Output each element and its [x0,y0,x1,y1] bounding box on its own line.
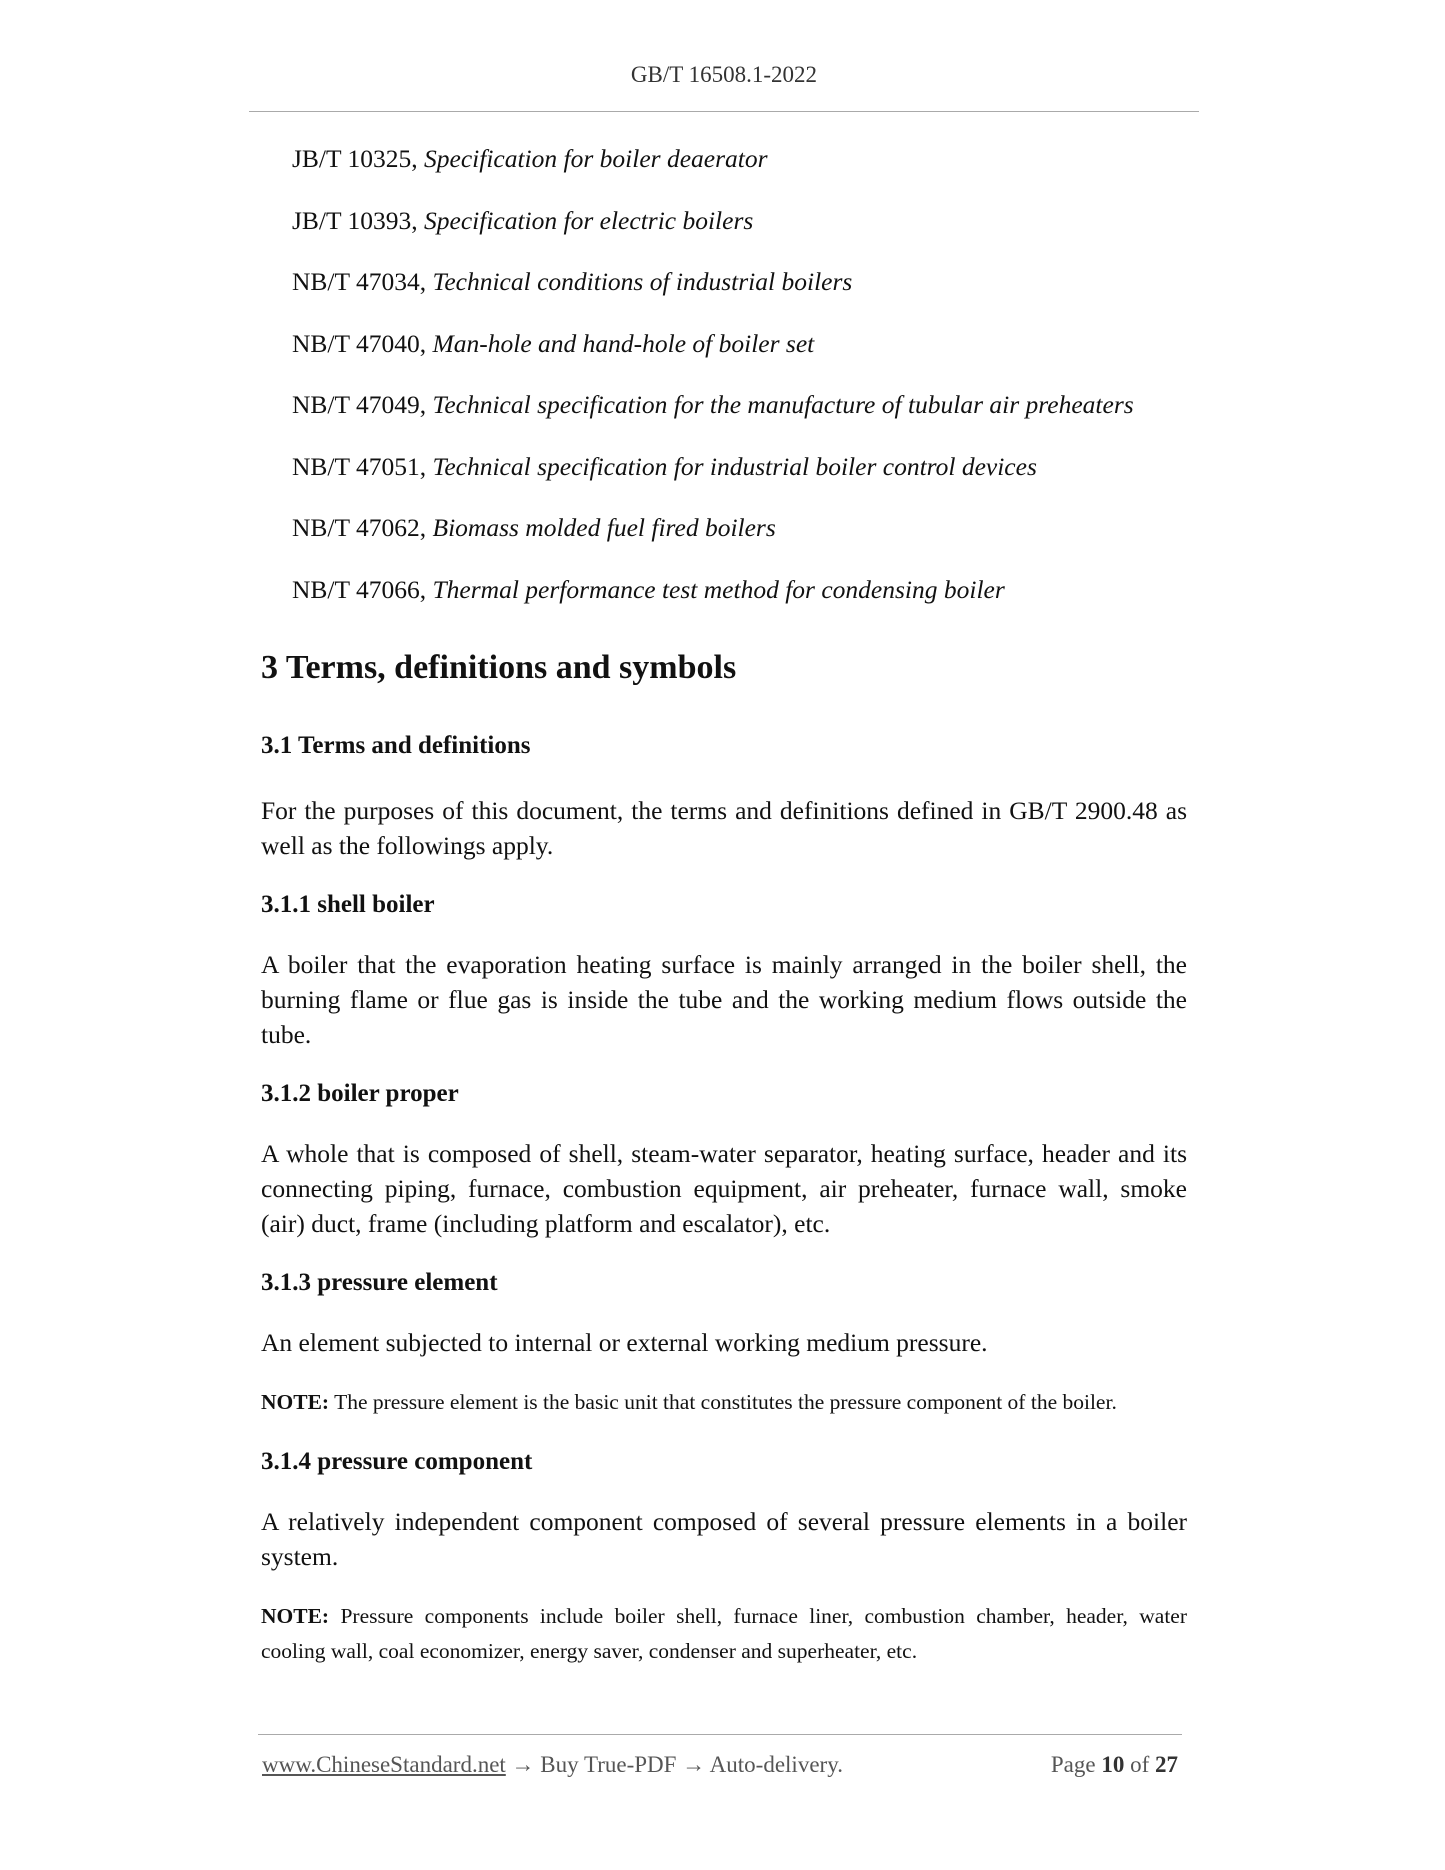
site-link[interactable]: www.ChineseStandard.net [262,1752,506,1777]
document-header: GB/T 16508.1-2022 [630,62,818,87]
reference-title: Thermal performance test method for condensing boiler [432,574,1005,604]
reference-item [292,327,1134,389]
reference-item [292,511,1134,573]
reference-title: Technical specification for industrial boiler control devices [432,451,1037,481]
buy-text: Buy True-PDF [540,1752,677,1777]
normative-references-list [292,142,1134,634]
page-label: Page [1050,1752,1096,1777]
note-text: The pressure element is the basic unit that constitutes the pressure component of the boiler. [329,1390,1117,1414]
page-indicator [1051,1752,1178,1778]
page-number: 10 [1101,1752,1125,1777]
subsection-title: 3.1 Terms and definitions [261,732,531,759]
reference-item [292,450,1134,512]
section-body [261,645,1187,1694]
reference-item [292,142,1134,204]
term-heading: 3.1.1 shell boiler [261,891,435,918]
reference-code: NB/T 47062, [292,513,433,542]
intro-paragraph: For the purposes of this document, the terms and definitions defined in GB/T 2900.48 as well as the followings apply. [261,796,1187,860]
term-note [261,1599,1187,1669]
reference-code: JB/T 10393, [292,205,425,235]
note-label: NOTE: [261,1604,330,1628]
term-heading: 3.1.2 boiler proper [261,1080,459,1107]
reference-title: Biomass molded fuel fired boilers [432,513,776,542]
delivery-text: Auto-delivery. [709,1752,843,1777]
page-footer [262,1752,1182,1778]
reference-title: Man-hole and hand-hole of boiler set [432,328,815,358]
term-definition: A whole that is composed of shell, steam-water separator, heating surface, header and its connecting piping, furnace, combustion equipment, air preheater, furnace wall, smoke (air) duct, frame (including platform and escalator), etc. [261,1139,1187,1238]
arrow-icon: → [511,1752,535,1777]
reference-title: Technical specification for the manufacture of tubular air preheaters [432,390,1134,419]
reference-code: NB/T 47040, [292,328,433,358]
reference-title: Specification for electric boilers [424,205,754,235]
footer-divider [258,1734,1182,1735]
arrow-icon: → [682,1752,706,1777]
term-note [261,1385,1187,1420]
reference-code: NB/T 47034, [292,267,433,296]
term-heading: 3.1.3 pressure element [261,1269,498,1296]
reference-title: Technical conditions of industrial boilers [432,267,853,296]
note-label: NOTE: [261,1390,330,1414]
page-total: 27 [1155,1752,1178,1777]
reference-code: NB/T 47049, [292,390,433,419]
header-divider [249,111,1199,112]
reference-item [292,265,1134,327]
reference-code: NB/T 47051, [292,451,433,481]
term-heading: 3.1.4 pressure component [261,1448,533,1475]
reference-title: Specification for boiler deaerator [424,144,768,173]
reference-item [292,388,1134,450]
reference-code: NB/T 47066, [292,574,433,604]
term-definition: A relatively independent component composed of several pressure elements in a boiler system. [261,1507,1187,1571]
section-title: 3 Terms, definitions and symbols [261,649,737,686]
term-definition: A boiler that the evaporation heating surface is mainly arranged in the boiler shell, the burning flame or flue gas is inside the tube and the working medium flows outside the tube. [261,950,1187,1049]
reference-code: JB/T 10325, [292,144,425,173]
note-text: Pressure components include boiler shell, furnace liner, combustion chamber, header, water cooling wall, coal economizer, energy saver, condenser and superheater, etc. [261,1604,1187,1663]
reference-item [292,204,1134,266]
of-label: of [1130,1752,1150,1777]
term-definition: An element subjected to internal or external working medium pressure. [261,1328,988,1357]
reference-item [292,573,1134,635]
